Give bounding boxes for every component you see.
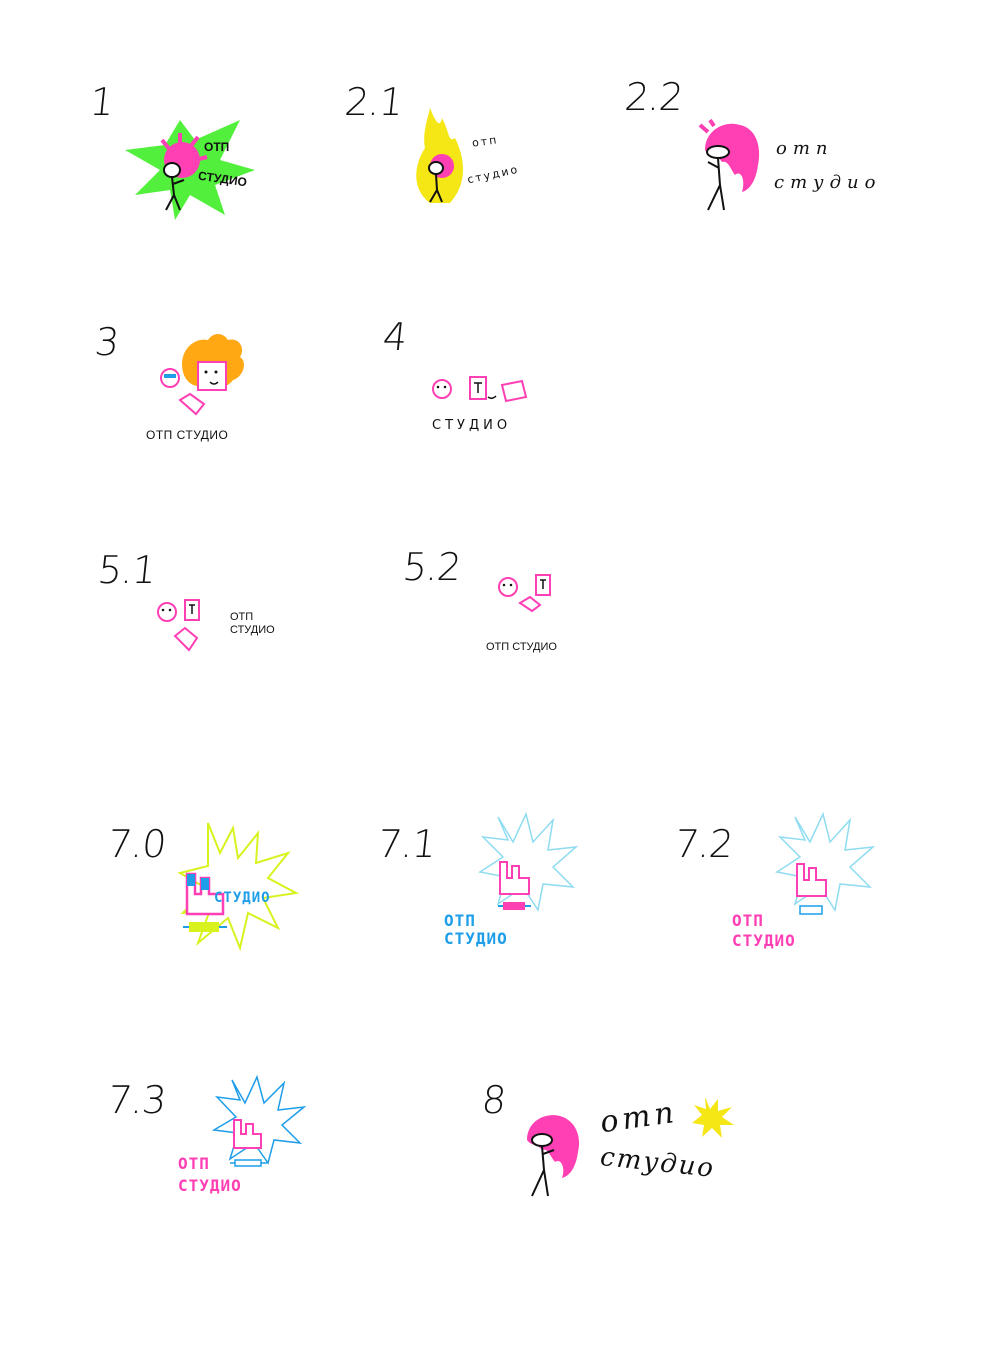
logo-text-line1: ОТП <box>444 911 476 930</box>
variant-number-2-1: 2.1 <box>342 80 405 124</box>
variant-number-1: 1 <box>87 80 116 124</box>
rock-hand-icon <box>498 858 538 918</box>
logo-text-line2: СТУДИО <box>444 929 508 948</box>
logo-text: СТУДИО <box>432 418 512 433</box>
variant-number-3: 3 <box>92 320 121 364</box>
stick-figure-icon <box>424 160 454 205</box>
logo-text-line1: ОТП <box>732 911 764 930</box>
variant-number-4: 4 <box>380 315 409 359</box>
variant-number-7-2: 7.2 <box>672 822 735 866</box>
variant-number-7-3: 7.3 <box>105 1078 168 1122</box>
face-icon <box>496 573 566 613</box>
logo-text-line2: СТУДИО <box>178 1176 242 1195</box>
logo-text-line2: студио <box>598 1142 717 1184</box>
logo-text-line2: студио <box>774 172 882 193</box>
logo-text: ОТП СТУДИО <box>146 428 229 442</box>
logo-text-line2: студио <box>466 162 521 187</box>
stick-figure-icon <box>158 160 198 215</box>
logo-text-line1: ОТП <box>178 1154 210 1173</box>
variant-number-5-1: 5.1 <box>95 548 158 592</box>
logo-text-line2: СТУДИО <box>230 624 275 636</box>
logo-text: СТУДИО <box>214 890 271 906</box>
stick-figure-icon <box>522 1128 562 1200</box>
variant-number-7-1: 7.1 <box>375 822 438 866</box>
variant-number-5-2: 5.2 <box>400 545 463 589</box>
rock-hand-icon <box>795 860 835 922</box>
rock-hand-icon <box>230 1116 270 1176</box>
variant-number-8: 8 <box>479 1078 508 1122</box>
logo-text-line2: СТУДИО <box>197 168 248 190</box>
face-icon <box>158 360 248 415</box>
variant-number-7-0: 7.0 <box>105 822 168 866</box>
variant-number-2-2: 2.2 <box>622 75 685 119</box>
logo-text-line1: ОТП <box>204 140 230 154</box>
stick-figure-icon <box>700 140 740 215</box>
logo-text-line2: СТУДИО <box>732 931 796 950</box>
star-icon <box>690 1095 735 1140</box>
logo-text-line1: отп <box>597 1094 680 1141</box>
face-icon <box>155 598 215 653</box>
logo-text-line1: отп <box>776 138 834 159</box>
face-icon <box>430 375 530 405</box>
logo-text-line1: ОТП <box>230 611 254 623</box>
logo-text: ОТП СТУДИО <box>486 641 557 653</box>
logo-text-line1: отп <box>471 133 500 150</box>
